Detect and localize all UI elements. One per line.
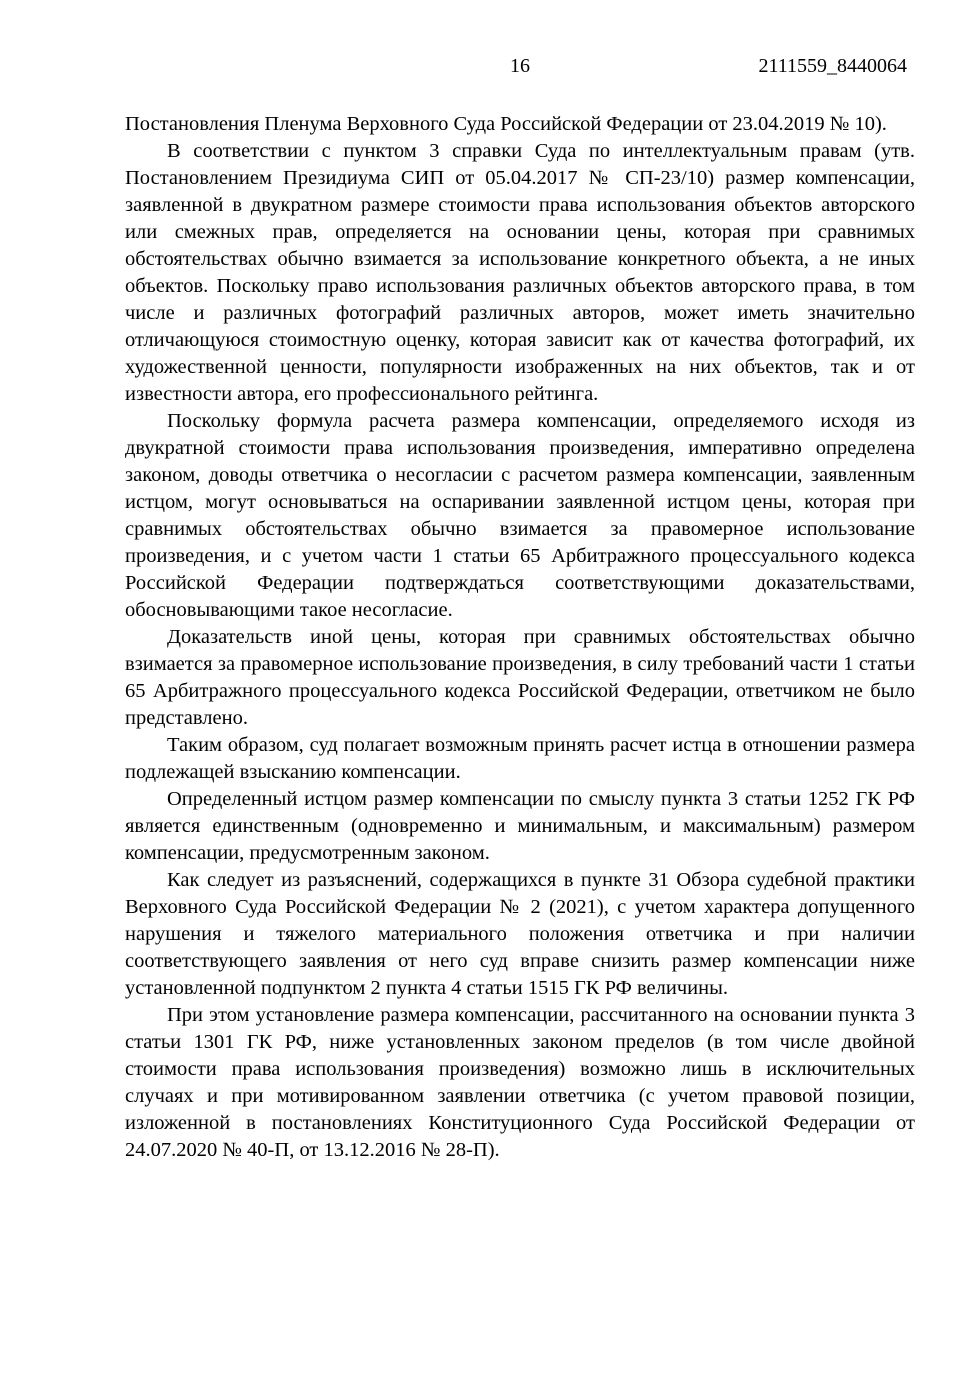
paragraph: В соответствии с пунктом 3 справки Суда по интеллектуальным правам (утв. Постановлением Президиума СИП от 05.04.2017 № СП-23/10) размер компенсации, заявленной в двукратном размере стоимости права использования объектов авторского или смежных прав, определяется на основании цены, которая при сравнимых обстоятельствах обычно взимается за использование конкретного объекта, а не иных объектов. Поскольку право использования различных объектов авторского права, в том числе и различных фотографий различных авторов, может иметь значительно отличающуюся стоимостную оценку, которая зависит как от качества фотографий, их художественной ценности, популярности изображенных на них объектов, так и от известности автора, его профессионального рейтинга. [125, 140, 915, 405]
paragraph: Поскольку формула расчета размера компенсации, определяемого исходя из двукратной стоимости права использования произведения, императивно определена законом, доводы ответчика о несогласии с расчетом размера компенсации, заявленным истцом, могут основываться на оспаривании заявленной истцом цены, которая при сравнимых обстоятельствах обычно взимается за правомерное использование произведения, и с учетом части 1 статьи 65 Арбитражного процессуального кодекса Российской Федерации подтверждаться соответствующими доказательствами, обосновывающими такое несогласие. [125, 410, 915, 621]
paragraph: При этом установление размера компенсации, рассчитанного на основании пункта 3 статьи 1301 ГК РФ, ниже установленных законом пределов (в том числе двойной стоимости права использования произведения) возможно лишь в исключительных случаях и при мотивированном заявлении ответчика (с учетом правовой позиции, изложенной в постановлениях Конституционного Суда Российской Федерации от 24.07.2020 № 40-П, от 13.12.2016 № 28-П). [125, 1004, 915, 1161]
paragraph: Таким образом, суд полагает возможным принять расчет истца в отношении размера подлежащей взысканию компенсации. [125, 734, 915, 783]
paragraph-continued: Постановления Пленума Верховного Суда Российской Федерации от 23.04.2019 № 10). [125, 113, 887, 135]
page-number: 16 [510, 55, 530, 77]
paragraph: Как следует из разъяснений, содержащихся в пункте 31 Обзора судебной практики Верховного Суда Российской Федерации № 2 (2021), с учетом характера допущенного нарушения и тяжелого материального положения ответчика и при наличии соответствующего заявления от него суд вправе снизить размер компенсации ниже установленной подпунктом 2 пункта 4 статьи 1515 ГК РФ величины. [125, 869, 915, 999]
document-id: 2111559_8440064 [758, 55, 907, 77]
paragraph: Определенный истцом размер компенсации по смыслу пункта 3 статьи 1252 ГК РФ является единственным (одновременно и минимальным, и максимальным) размером компенсации, предусмотренным законом. [125, 788, 915, 864]
paragraph: Доказательств иной цены, которая при сравнимых обстоятельствах обычно взимается за правомерное использование произведения, в силу требований части 1 статьи 65 Арбитражного процессуального кодекса Российской Федерации, ответчиком не было представлено. [125, 626, 915, 729]
document-body [125, 111, 915, 1164]
page-header [125, 55, 915, 77]
